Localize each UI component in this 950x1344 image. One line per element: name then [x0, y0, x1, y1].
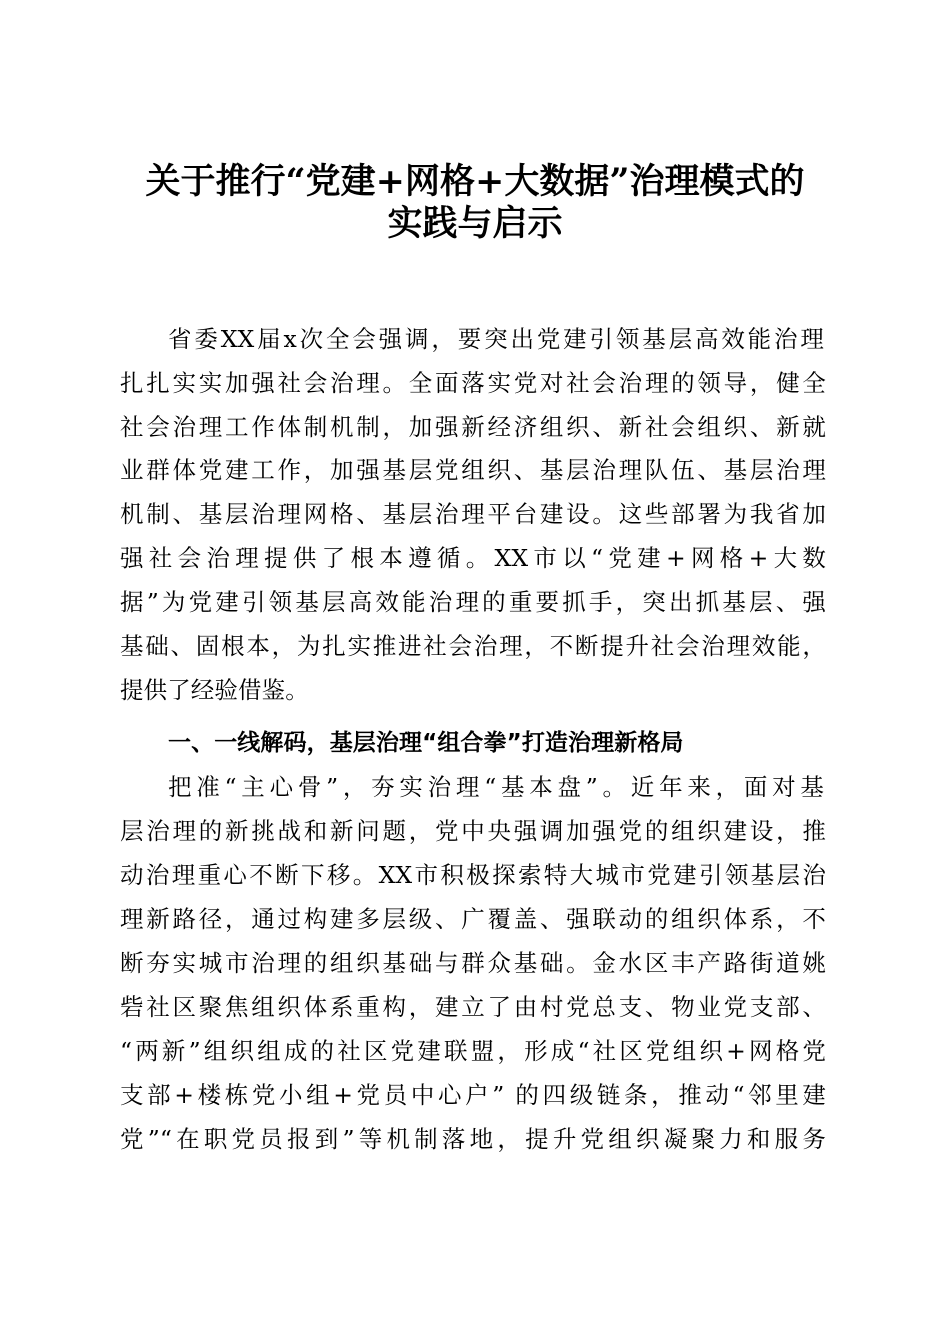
- paragraph-line: 扎扎实实加强社会治理。全面落实党对社会治理的领导，健全: [120, 369, 826, 397]
- paragraph-line: 基础、固根本，为扎实推进社会治理，不断提升社会治理效能，: [120, 632, 826, 660]
- paragraph-line: 机制、基层治理网格、基层治理平台建设。这些部署为我省加: [120, 500, 826, 528]
- document-title-line-1: 关于推行“党建+网格+大数据”治理模式的: [145, 161, 805, 202]
- paragraph-line: 支部+楼栋党小组+党员中心户” 的四级链条，推动“邻里建: [120, 1081, 826, 1109]
- paragraph-line: 党”“在职党员报到”等机制落地，提升党组织凝聚力和服务: [120, 1125, 826, 1153]
- section-heading: 一、一线解码，基层治理“组合拳”打造治理新格局: [168, 730, 684, 756]
- document-title-line-2: 实践与启示: [387, 203, 563, 244]
- paragraph-line: 省委XX届x次全会强调，要突出党建引领基层高效能治理: [168, 325, 824, 353]
- paragraph-line: 理新路径，通过构建多层级、广覆盖、强联动的组织体系，不: [120, 905, 826, 933]
- paragraph-line: “两新”组织组成的社区党建联盟，形成“社区党组织+网格党: [120, 1037, 826, 1065]
- paragraph-line: 强社会治理提供了根本遵循。XX市以“党建+网格+大数: [120, 544, 826, 572]
- paragraph-line: 业群体党建工作，加强基层党组织、基层治理队伍、基层治理: [120, 456, 826, 484]
- paragraph-line: 提供了经验借鉴。: [120, 676, 309, 704]
- paragraph-line: 据”为党建引领基层高效能治理的重要抓手，突出抓基层、强: [120, 588, 826, 616]
- paragraph-line: 把准“主心骨”，夯实治理“基本盘”。近年来，面对基: [168, 773, 824, 801]
- paragraph-line: 断夯实城市治理的组织基础与群众基础。金水区丰产路街道姚: [120, 949, 826, 977]
- paragraph-line: 社会治理工作体制机制，加强新经济组织、新社会组织、新就: [120, 413, 826, 441]
- paragraph-line: 层治理的新挑战和新问题，党中央强调加强党的组织建设，推: [120, 817, 826, 845]
- paragraph-line: 动治理重心不断下移。XX市积极探索特大城市党建引领基层治: [120, 861, 826, 889]
- paragraph-line: 砦社区聚焦组织体系重构，建立了由村党总支、物业党支部、: [120, 993, 826, 1021]
